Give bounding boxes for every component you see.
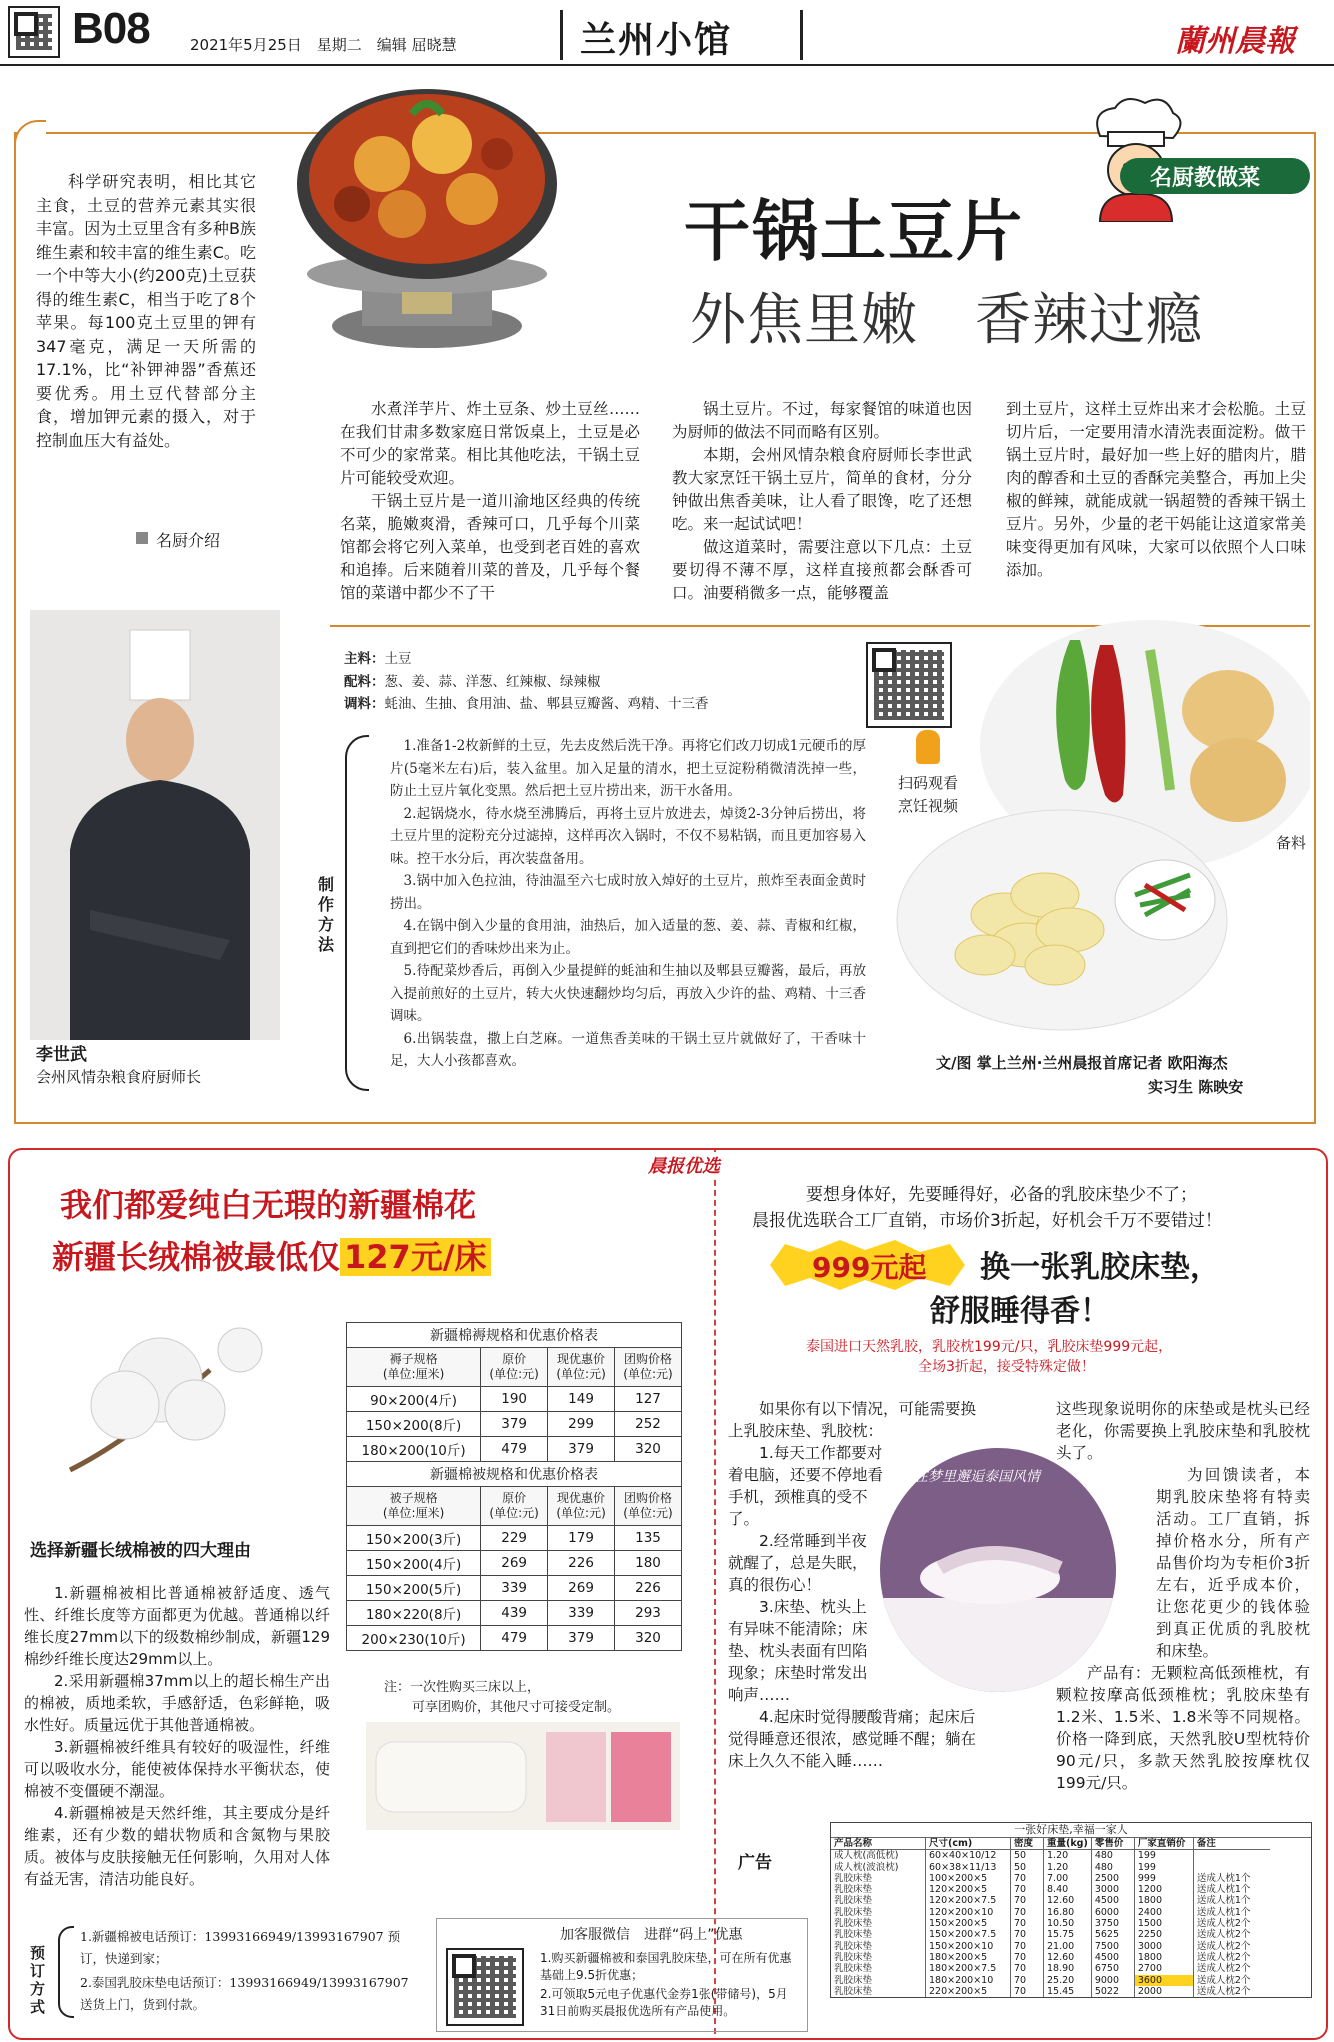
table-row: 180×200(10斤) 479 379 320 (347, 1437, 682, 1462)
chef-intro-label: 名厨介绍 (156, 531, 221, 550)
table-row: 乳胶床垫 180×200×5 70 12.60 4500 1800 送成人枕2个 (831, 1952, 1270, 1963)
latex-paragraph: 1.每天工作都要对着电脑，还要不停地看手机，颈椎真的受不了。 (728, 1444, 884, 1528)
photo-caption: 备料 (1276, 834, 1307, 852)
cotton-price-highlight: 127元/床 (340, 1238, 491, 1276)
ingredient-row: 配料：葱、姜、蒜、洋葱、红辣椒、绿辣椒 (344, 673, 601, 690)
feature-subtitle: 外焦里嫩 香辣过瘾 (690, 288, 1203, 353)
reason-item: 4.新疆棉被是天然纤维，其主要成分是纤维素，还有少数的蜡状物质和含氮物与果胶质。被体与皮肤接触无任何影响，久用对人体有益无害，清洁功能良好。 (24, 1804, 330, 1888)
table-row: 150×200(8斤) 379 299 252 (347, 1412, 682, 1437)
table-note-1: 注：一次性购买三床以上， (384, 1680, 541, 1695)
latex-paragraph: 2.经常睡到半夜就醒了，总是失眠，真的很伤心！ (728, 1532, 868, 1594)
issue-meta: 2021年5月25日 星期二 编辑 屈晓慧 (190, 36, 457, 54)
table-header-row: 产品名称 尺寸(cm) 密度 重量(kg) 零售价 厂家直销价 备注 (831, 1838, 1270, 1850)
paper-logo: 蘭州晨報 (1175, 24, 1295, 59)
table-header: 现优惠价 (单位:元) (548, 1348, 615, 1387)
feature-title: 干锅土豆片 (684, 193, 1024, 270)
latex-headline-a: 换一张乳胶床垫， (980, 1250, 1220, 1285)
latex-intro-1: 要想身体好，先要睡得好，必备的乳胶床垫少不了； (806, 1185, 1197, 1205)
table-header: 褥子规格 (单位:厘米) (347, 1348, 481, 1387)
latex-paragraph: 3.床垫、枕头上有异味不能清除；床垫、枕头表面有凹陷现象；床垫时常发出响声…… (728, 1598, 868, 1704)
table-header: 团购价格 (单位:元) (615, 1487, 682, 1526)
order-bracket (58, 1926, 74, 2018)
latex-paragraph: 4.起床时觉得腰酸背痛；起床后觉得睡意还很浓，感觉睡不醒；躺在床上久久不能入睡…… (728, 1708, 977, 1770)
credit-line-2: 实习生 陈映安 (1148, 1078, 1244, 1096)
table-header: 现优惠价 (单位:元) (548, 1487, 615, 1526)
latex-paragraph: 这些现象说明你的床垫或是枕头已经老化，你需要换上乳胶床垫和乳胶枕头了。 (1056, 1400, 1310, 1462)
body-paragraph: 水煮洋芋片、炸土豆条、炒土豆丝……在我们甘肃多数家庭日常饭桌上，土豆是必不可少的家常菜。相比其他吃法，干锅土豆片可能较受欢迎。 (340, 400, 640, 487)
body-paragraph: 干锅土豆片是一道川渝地区经典的传统名菜，脆嫩爽滑，香辣可口，几乎每个川菜馆都会将它列入菜单，也受到老百姓的喜欢和追捧。后来随着川菜的普及，几乎每个餐馆的菜谱中都少不了干 (340, 492, 640, 602)
chef-title: 会州风情杂粮食府厨师长 (36, 1068, 202, 1086)
qr-caption-2: 烹饪视频 (898, 797, 959, 815)
table-row: 乳胶床垫 150×200×10 70 21.00 7500 3000 送成人枕2个 (831, 1941, 1270, 1952)
latex-paragraph: 如果你有以下情况，可能需要换上乳胶床垫、乳胶枕： (728, 1400, 977, 1440)
body-paragraph: 做这道菜时，需要注意以下几点：土豆要切得不薄不厚，这样直接煎都会酥香可口。油要稍微多一点，能够覆盖 (672, 538, 972, 602)
table-caption: 新疆棉被规格和优惠价格表 (347, 1462, 682, 1487)
table-row: 成人枕(高低枕) 60×40×10/12 50 1.20 480 199 (831, 1850, 1270, 1862)
feature-corner-top-left (14, 120, 46, 152)
method-label: 制作方法 (318, 875, 335, 954)
latex-headline-b: 舒服睡得香！ (930, 1294, 1110, 1329)
cotton-headline-2: 新疆长绒棉被最低仅 127元/床 (52, 1232, 491, 1278)
reasons-title: 选择新疆长绒棉被的四大理由 (30, 1541, 251, 1561)
table-row: 乳胶床垫 150×200×7.5 70 15.75 5625 2250 送成人枕2个 (831, 1929, 1270, 1940)
latex-promo-2: 全场3折起，接受特殊定做！ (918, 1359, 1095, 1375)
table-row: 150×200(5斤) 339 269 226 (347, 1576, 682, 1601)
latex-price-table (830, 1822, 1312, 1998)
sliced-potatoes-photo (895, 805, 1230, 1035)
latex-paragraph: 产品有：无颗粒高低颈椎枕，有颗粒按摩高低颈椎枕；乳胶床垫有1.2米、1.5米、1.8米等不同规格。价格一降到底，天然乳胶U型枕特价90元/只，多款天然乳胶按摩枕仅199元/只。 (1056, 1664, 1310, 1792)
latex-price-badge: 999元起 (812, 1251, 927, 1284)
table-header: 团购价格 (单位:元) (615, 1348, 682, 1387)
ingredient-row: 调料：蚝油、生抽、食用油、盐、郫县豆瓣酱、鸡精、十三香 (344, 696, 709, 712)
chef-intro-marker (136, 532, 148, 544)
table-row: 180×220(8斤) 439 339 293 (347, 1601, 682, 1626)
dish-photo (282, 74, 572, 356)
body-paragraph: 锅土豆片。不过，每家餐馆的味道也因为厨师的做法不同而略有区别。 (672, 400, 972, 441)
table-row: 200×230(10斤) 479 379 320 (347, 1626, 682, 1651)
method-steps (390, 735, 866, 1073)
table-row: 乳胶床垫 180×200×10 70 25.20 9000 3600 送成人枕2个 (831, 1975, 1270, 1986)
table-note-2: 可享团购价，其他尺寸可接受定制。 (412, 1700, 621, 1715)
masthead-rule (0, 64, 1334, 66)
mattress-photo-text: 在梦里邂逅泰国风情 (914, 1469, 1040, 1485)
body-col-2 (672, 398, 972, 605)
wechat-line-2: 2.可领取5元电子优惠代金券1张(带储号)，5月31日前购买晨报优选所有产品使用。 (540, 1987, 788, 2018)
table-row: 乳胶床垫 120×200×7.5 70 12.60 4500 1800 送成人枕1个 (831, 1895, 1270, 1906)
body-paragraph: 到土豆片，这样土豆炸出来才会松脆。土豆切片后，一定要用清水清洗表面淀粉。做干锅土豆片时，最好加一些上好的腊肉片，腊肉的醇香和土豆的香酥完美整合，再加上尖椒的鲜辣，就能成就一锅超赞的香辣干锅土豆片。另外，少量的老干妈能让这道家常美味变得更加有风味，大家可以依照个人口味添加。 (1006, 400, 1306, 579)
reason-item: 3.新疆棉被纤维具有较好的吸湿性，纤维可以吸收水分，能使被体保持水平衡状态，使棉被不变僵硬不潮湿。 (24, 1738, 330, 1800)
latex-promo-1: 泰国进口天然乳胶，乳胶枕199元/只，乳胶床垫999元起， (806, 1339, 1173, 1355)
table-row: 乳胶床垫 150×200×5 70 10.50 3750 1500 送成人枕2个 (831, 1918, 1270, 1929)
page-number: B08 (72, 4, 150, 53)
method-step: 5.待配菜炒香后，再倒入少量提鲜的蚝油和生抽以及郫县豆瓣酱，最后，再放入提前煎好的土豆片，转大火快速翻炒均匀后，再放入少许的盐、鸡精、十三香调味。 (390, 963, 866, 1024)
reason-item: 2.采用新疆棉37mm以上的超长棉生产出的棉被，质地柔软，手感舒适，色彩鲜艳，吸水性好。质量远优于其他普通棉被。 (24, 1672, 330, 1734)
wechat-title: 加客服微信 进群“码上”优惠 (560, 1927, 743, 1943)
mattress-pad-price-table (346, 1322, 682, 1651)
table-row: 成人枕(波浪枕) 60×38×11/13 50 1.20 480 199 (831, 1862, 1270, 1873)
chef-photo (30, 610, 280, 1040)
table-row: 150×200(3斤) 229 179 135 (347, 1526, 682, 1551)
table-row: 乳胶床垫 220×200×5 70 15.45 5022 2000 送成人枕2个 (831, 1986, 1270, 1997)
order-line-1: 1.新疆棉被电话预订：13993166949/13993167907 预订，快递到家； (80, 1929, 401, 1966)
masthead-qr-code (8, 6, 60, 58)
quilt-photo (366, 1722, 680, 1830)
cotton-headline-1: 我们都爱纯白无瑕的新疆棉花 (60, 1186, 477, 1224)
credit-line-1: 文/图 掌上兰州·兰州晨报首席记者 欧阳海杰 (936, 1054, 1228, 1072)
hand-pointer-icon (916, 730, 940, 764)
table-caption: 新疆棉褥规格和优惠价格表 (347, 1323, 682, 1348)
latex-paragraph: 为回馈读者，本期乳胶床垫将有特卖活动。工厂直销，拆掉价格水分，所有产品售价均为专柜价3折左右，近乎成本价，让您花更少的钱体验到真正优质的乳胶枕和床垫。 (1156, 1466, 1310, 1660)
reason-item: 1.新疆棉被相比普通棉被舒适度、透气性、纤维长度等方面都更为优越。普通棉以纤维长度27mm以下的级数棉纱制成，新疆129棉纱纤维长度达29mm以上。 (24, 1584, 330, 1668)
section-divider-left (560, 10, 563, 60)
chef-name: 李世武 (36, 1045, 87, 1065)
video-qr-code[interactable] (866, 642, 952, 728)
section-title: 兰州小馆 (580, 19, 733, 61)
table-row: 乳胶床垫 100×200×5 70 7.00 2500 999 送成人枕1个 (831, 1873, 1270, 1884)
youxuan-logo: 晨报优选 (642, 1152, 726, 1178)
method-step: 3.锅中加入色拉油，待油温至六七成时放入焯好的土豆片，煎炸至表面金黄时捞出。 (390, 873, 866, 912)
latex-intro-2: 晨报优选联合工厂直销，市场价3折起，好机会千万不要错过！ (752, 1211, 1222, 1231)
table-row: 乳胶床垫 120×200×5 70 8.40 3000 1200 送成人枕1个 (831, 1884, 1270, 1895)
method-step: 4.在锅中倒入少量的食用油，油热后，加入适量的葱、姜、蒜、青椒和红椒，直到把它们的香味炒出来为止。 (390, 918, 866, 957)
ads-divider (714, 1150, 716, 2034)
reasons-list (24, 1582, 330, 1890)
ad-label: 广告 (738, 1853, 772, 1873)
table-row: 乳胶床垫 180×200×7.5 70 18.90 6750 2700 送成人枕2个 (831, 1963, 1270, 1974)
method-step: 6.出锅装盘，撒上白芝麻。一道焦香美味的干锅土豆片就做好了，干香味十足，大人小孩都喜欢。 (390, 1030, 866, 1069)
wechat-line-1: 1.购买新疆棉被和泰国乳胶床垫，可在所有优惠基础上9.5折优惠； (540, 1951, 792, 1982)
body-col-1 (340, 398, 640, 605)
order-label: 预订方式 (30, 1944, 46, 2016)
chef-badge-text: 名厨教做菜 (1150, 166, 1261, 191)
nutrition-sidebar: 科学研究表明，相比其它主食，土豆的营养元素其实很丰富。因为土豆里含有多种B族维生素和较丰富的维生素C。吃一个中等大小(约200克)土豆获得的维生素C，相当于吃了8个苹果。每100克土豆里的钾有347毫克，满足一天所需的17.1%，比“补钾神器”香蕉还要优秀。用土豆代替部分主食，增加钾元素的摄入，对于控制血压大有益处。 (36, 172, 256, 450)
body-col-3 (1006, 398, 1306, 582)
ingredient-row: 主料：土豆 (344, 651, 412, 667)
table-header: 原价 (单位:元) (481, 1348, 548, 1387)
method-step: 2.起锅烧水，待水烧至沸腾后，再将土豆片放进去，焯烫2-3分钟后捞出，将土豆片里的淀粉充分过滤掉，这样再次入锅时，不仅不易粘锅，而且更加容易入味。控干水分后，再次装盘备用。 (390, 805, 866, 867)
method-step: 1.准备1-2枚新鲜的土豆，先去皮然后洗干净。再将它们改刀切成1元硬币的厚片(5毫米左右)后，装入盆里。加入足量的清水，把土豆淀粉稍微清洗掉一些，防止土豆片氧化变黑。然后把土豆片捞出来，沥干水备用。 (390, 738, 866, 799)
method-bracket (345, 735, 369, 1091)
table-row: 90×200(4斤) 190 149 127 (347, 1387, 682, 1412)
table-row: 乳胶床垫 120×200×10 70 16.80 6000 2400 送成人枕1个 (831, 1907, 1270, 1918)
body-paragraph: 本期，会州风情杂粮食府厨师长李世武教大家烹饪干锅土豆片，简单的食材，分分钟做出焦香美味，让人看了眼馋，吃了还想吃。来一起试试吧！ (672, 446, 972, 533)
latex-table-title: 一张好床垫,幸福一家人 (831, 1823, 1311, 1838)
section-divider-right (800, 10, 803, 60)
order-line-2: 2.泰国乳胶床垫电话预订：13993166949/13993167907送货上门，货到付款。 (80, 1975, 409, 2012)
table-header: 原价 (单位:元) (481, 1487, 548, 1526)
table-row: 150×200(4斤) 269 226 180 (347, 1551, 682, 1576)
wechat-qr-code[interactable] (446, 1948, 524, 2026)
table-header: 被子规格 (单位:厘米) (347, 1487, 481, 1526)
cotton-boll-photo (40, 1310, 270, 1490)
ingredients-list (344, 648, 844, 716)
qr-caption-1: 扫码观看 (898, 774, 959, 792)
